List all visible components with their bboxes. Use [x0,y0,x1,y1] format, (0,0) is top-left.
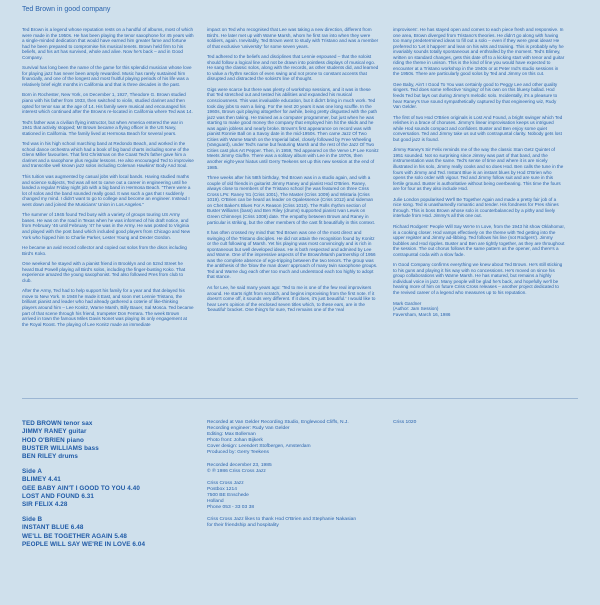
track-item [22,524,84,532]
liner-notes-paragraph: One weekend he stayed with a pianist friend in Brooklyn and on 52nd Street he heard Bud Powell playing all Bird's solos, including the finger-busting Koko. That experience amazed the young saxophonist. Ted also followed Pres from club to club. [22,261,186,283]
track-item [22,484,140,493]
track-title: GEE BABY AIN'T I GOOD TO YOU [22,484,126,492]
liner-notes-paragraph: After the Army, Ted had to help support his family for a year and that delayed his move to New York. In 1948 he made it East, and soon met Lennie Tristano, the brilliant pianist and leader who had already gathered a coterie of like-thinking players around him – Lee Konitz, Warne Marsh, Billy Bauer, Sal Mosca. Ted became part of that scene through his friend, trumpeter Don Ferrara. The week Brown arrived in town the famous Miles Davis Nonet was playing its only engagement at the Royal Roost. The playing of Lee Konitz made an immediate [22,288,194,327]
recording-info-line: Editing: Max Bolleman [207,432,256,438]
liner-notes-paragraph: The summer of 1945 found Ted busy with a variety of groups touring US Army bases. He was on the road in Texas when he was informed of his draft notice, and from February '46 until February '47 he was in the Army. He was posted to Virginia and played with the post band which included good players from Chicago and New York who hipped him to Charlie Parker, Lester Young and Dexter Gordon. [22,212,191,240]
liner-notes-paragraph: Faversham, March 16, 1986 [393,311,451,317]
liner-notes-paragraph: improvisers'. He has stayed open and comes to each piece fresh and responsive. In one area, Brown diverged from Tristano's theories. He didn't go along with having too many predetermined ideas to fill out a solo – even if they were great ideas! He preferred to 'Let it happen' and lean on his wits and training. This is probably why he invariably sounds totally spontaneous and enthralled by the moment. Ted's Blimey, written on standard changes, gets this date off to a kicking start with tenor and guitar riding the theme in unison. This is the kind of line you would have expected to encounter at a Tristano workshop in the 1940s or at Peter Ind's studio sessions in the 1950s. There are particularly good solos by Ted and Jimmy on this cut. [393,27,565,77]
track-title: INSTANT BLUE [22,524,69,532]
track-title: WE'LL BE TOGETHER AGAIN [22,532,113,540]
side-a-label: Side A [22,467,42,475]
track-item [22,501,72,509]
track-item [22,492,95,501]
recording-info-line: Photo front: Johan Bijkerk [207,438,264,444]
personnel-item: BEN RILEY drums [22,453,78,461]
track-item [22,476,72,484]
liner-notes-paragraph: impact on Ted who recognised that Lee was taking a new direction, different from Bird's. He later met up with Warne Marsh, whom he first ran into when they were soldiers, again. Inevitably, Ted Brown went to study with Tristano and was a member of that exclusive 'university' for some seven years. [207,27,379,49]
liner-notes-paragraph: Survival has long been the name of the game for this splendid musician whose love for playing jazz has never been amply rewarded. Music has rarely sustained him financially, and one of the longest and most fruitful playing periods of his life was a relatively brief eight months in California and that is three decades in the past. [22,65,192,87]
track-title: SIR FELIX [22,501,53,509]
recording-info-line: Produced by: Gerry Teekens [207,450,269,456]
copyright-line: © ℗ 1986 Criss Cross Jazz [207,468,266,474]
catalog-number: Criss 1020 [393,420,417,425]
liner-notes-paragraph: It has often crossed my mind that Ted Brown was one of the most direct and swinging of the Tristano disciples. He did not attain the recognition found by Konitz or the cult following of Marsh. Yet his playing was most convincingly and is rich in spontaneous but well developed ideas. He is both respected and admired by Lee and Warne. One of the impressive aspects of the Brown/Marsh partnership of 1956 was the complete absence of ego-tripping between the two tenors. The group was the antithesis of the 'blow the man down' approach of many twin saxophone groups. Ted and Warne dug each other too much and understood each too highly to adopt that stance. [207,230,378,280]
tracklist [22,420,146,549]
liner-notes-paragraph: Born in Rochester, New York, on December 1, 1927, Theodore G. Brown studied piano with his father from 1933, then switched to violin, studied clarinet and then opted for tenor sax at the age of 14. His family were musical and encouraged his interest which continued after the Browns re-located in California where Ted was 14. [22,92,193,115]
liner-notes-paragraph: Julie London popularised We'll Be Together Again and made a pretty fair job of a nice song. Ted is unashamedly romantic and tender. His fondness for Pres shines through. This is boss Brown whose solo is counterbalanced by a pithy and lively interlude from Hod. Jimmy's all this one out. [393,196,559,219]
liner-notes-paragraph: Three weeks after his 58th birthday, Ted Brown was in a studio again, and with a couple of old friends in guitarist Jimmy Raney and pianist Hod O'Brien. Raney, always close to members of the Tristano school (he was featured on three Criss Cross LPs: Raney '81 (Criss 1001), The Master (Criss 1009) and Wistaria (Criss 1019). O'Brien can be heard as leader on Opalessence (Criss 1012) and sideman on Chet Baker's Blues For A Reason (Criss 1010). The Rolls rhythm section of Buster Williams (bass) and Ben Riley (drums) supported pianist Ivan Lewis on Green Chimneys (Criss 1008) date. The empathy between Brown and Raney in particular is striking, but the other members of the cast fit beautifully in this context. [207,175,376,225]
liner-notes-column-3 [393,27,565,317]
liner-notes-paragraph: Gee Baby, Ain't I Good To You was certainly good to Peggy Lee and other quality singers. Ted does some reflective 'singing' of his own on this bluesy ballad. Hod feeds Ted but lays out during Jimmy's melodic solo. Incidentally, it's a pleasure to hear Raney's true sound sympathetically captured by that engineering wiz, Rudy Van Gelder. [393,81,558,110]
track-time: 6.04 [132,540,146,548]
personnel-item: HOD O'BRIEN piano [22,436,84,444]
personnel-item: JIMMY RANEY guitar [22,428,87,436]
track-item [22,532,127,541]
liner-notes-paragraph: (Author: Jam Session) [393,306,439,312]
liner-notes-paragraph: The first of two Hod O'Brien originals is Lost And Found, a bright swinger which Ted relishes in a brace of choruses. Jimmy's linear improvisation keeps us intrigued while Hod sounds compact and confident. Buster and Ben enjoy some quiet conversation. Ted and Jimmy take us out with contrapuntal clarity. Nobody gets lost but good jazz is found. [393,114,563,142]
track-time: 4.41 [48,476,61,484]
liner-notes-column-1 [22,27,194,327]
track-time: 5.48 [114,532,127,540]
track-time: 4.40 [127,484,140,492]
track-time: 4.28 [54,501,68,509]
label-address-line: Phone 053 - 33 03 38 [207,505,255,511]
liner-notes-paragraph: Ted's father was a civilian flying instructor, but when America entered the war in 1941 that activity stopped; Mr Brown became a flying officer in the US Navy, stationed in California. The family lived at Hermosa Beach for several years. [22,119,183,136]
personnel-item: TED BROWN tenor sax [22,420,93,427]
liner-notes-paragraph: This tuition was augmented by casual jobs with local bands. Having studied maths and science subjects, Ted was all set to carve out a career in engineering until he landed a regular Friday night job with a big band in Hermosa Beach. "There were a lot of solos and the band sounded really good. It was such a gas that I suddenly changed my mind. I didn't want to go to college and become an engineer. Instead I went down and joined the Musicians' Union in Los Angeles." [22,174,191,207]
liner-notes-paragraph: In Good Company confirms everything we knew about Ted Brown. He's still sticking to his guns and playing it his way with no concessions. He's moved on since his group collaborations with Warne Marsh. He has matured, but remains a highly individual voice in jazz. Many people will be glad he's back, and hopefully we'll be hearing more of him on future Criss Cross releases – another project dedicated to the revived career of a legend who measures up to his reputation. [393,262,563,295]
section-divider [22,398,578,399]
recording-date: Recorded december 23, 1985 [207,462,272,468]
track-title: LOST AND FOUND [22,492,80,500]
recording-info-line: Recording engineer: Rudy Van Gelder [207,426,290,432]
liner-notes-paragraph: As for Lee, he said many years ago: 'Ted to me is one of the few real improvisers around. He starts right from scratch, and begins improvising from the first note. If it doesn't come off, it sounds very different. If it does, it's just beautiful.' I would like to hear Lee's opinion of the enclosed seven titles which, to these ears, are in the 'beautiful' bracket. One thing's for sure, Ted remains one of the 'real [207,284,376,313]
liner-notes-paragraph: Richard Rodgers' People Will Say We're In Love, from the 1943 hit show Oklahoma!, is a cooking closer. Hod vamps effectively on the theme with Ted getting into the upper register and Jimmy ad-libbing. Ted follows his line (not Rodgers'). Jimmy bubbles and Hod ripples. Buster and Ben are tightly together, as they are throughout the session. The out chorus follows the same pattern as the opener, and there's a contrapuntal coda with a slow fade. [393,223,565,257]
liner-notes-paragraph: Gigs were scarce but there was plenty of workshop sessions, and it was in these that Ted stretched out and tested his abilities and expanded his musical consciousness. This was invaluable education, but it didn't bring in much work. Ted took day jobs to earn a living. For the next 20 years it was one long scuffle. In the 1960s, Brown quit playing altogether for awhile, being pretty disgusted with the path jazz was then taking. He trained as a computer programmer, but just when he was starting to make good money the company that employed him hit the skids and he was again jobless and nearly broke. Brown's first appearance on record was with pianist Ronnie Ball on a Savoy date in the mid-1950s. Then came Jazz Of Two Cities with Warne Marsh on the Imperial label, closely followed by Free Wheeling (Vanguard), under Ted's name but featuring Marsh and the rest of the Jazz Of Two Cities cast plus Art Pepper. Then, in 1959, Ted appeared on the Verve LP Lee Konitz Meets Jimmy Giuffre. There was a solitary album with Lee in the 1970s, then another eight-year hiatus until Gerry Teekens set up this new session at the end of 1985. [207,86,379,170]
recording-info [207,420,397,529]
recording-info-line: Recorded at Van Gelder Recording Studio, Englewood Cliffs, N.J. [207,420,349,425]
label-address-line: Holland [207,499,224,505]
liner-notes-paragraph: Ted adhered to the beliefs and disciplines that Lennie espoused – that the soloist should follow a logical line and not be drawn into pointless displays of musical ego. He sang the classic solos, along with the records, as other students did, and learned to value a rhythm section of even swing and not prone to constant accents that disrupted and distracted the soloist's line of thought. [207,54,379,82]
personnel-item: BUSTER WILLIAMS bass [22,444,99,452]
personnel-list [22,420,99,461]
page-title: Ted Brown in good company [22,6,111,13]
thanks-line: for their friendship and hospitality [207,523,279,529]
liner-notes-paragraph: Ted Brown is a legend whose reputation rests on a handful of albums, most of which were made in the 1950s. He has been playing the tenor saxophone for 45 years with a single-minded dedication that would have earned him greater fame and fortune had he been prepared to compromise his musical tenets. Brown held firm to his beliefs, and his art has survived, whole and alive. Now he's back – and in Good Company. [22,27,194,60]
thanks-line: Criss Cross Jazz likes to thank Hod O'Brien and Stephanie Nakasian [207,517,357,523]
liner-notes-paragraph: He became an avid record collector and copied out solos from the discs including Bird's Koko. [22,245,187,256]
liner-notes-paragraph: Mark Gardner [393,300,422,306]
track-time: 6.31 [81,492,95,500]
label-address-line: 7500 BE Enschede [207,492,249,498]
label-address-line: Postbox 1214 [207,486,237,492]
track-time: 6.48 [70,524,84,532]
track-title: BLIMEY [22,476,47,484]
track-title: PEOPLE WILL SAY WE'RE IN LOVE [22,540,131,548]
liner-notes-paragraph: Jimmy Raney's Sir Felix reminds me of the way the classic Stan Getz Quintet of 1951 sounded. Not so surprising since Jimmy was part of that band, and the instrumentation was the same. Ted's sense of time and where it is are nicely illustrated in his solo, Jimmy really cooks and so does Hod. Ben calls the tune in the fours with Jimmy and Ted. Instant Blue is an instant blues by Hod O'Brien who opens the solo order with vigour. Ted and Jimmy follow suit and are sure in this fertile ground. Buster is authoritative without being overbearing. This time the fours are for four as they also include Hod. [393,147,564,192]
label-address-line: Criss Cross Jazz [207,480,244,486]
track-item [22,540,146,549]
liner-notes-paragraph: Ted was in his high school marching band at Redondo Beach, and worked in the school dance orchestra which had a book of big band charts including some of the Glenn Miller favourites. That first Christmas on the Coast Ted's father gave him a clarinet and a saxophone plus regular lessons. He also encouraged Ted to improvise and transcribe well known jazz solos including Coleman Hawkins' Body And Soul. [22,141,194,169]
side-b-label: Side B [22,515,43,523]
liner-notes-column-2 [207,27,379,313]
recording-info-line: Cover design: Leendert Stofbergen, Amsterdam [207,444,311,450]
